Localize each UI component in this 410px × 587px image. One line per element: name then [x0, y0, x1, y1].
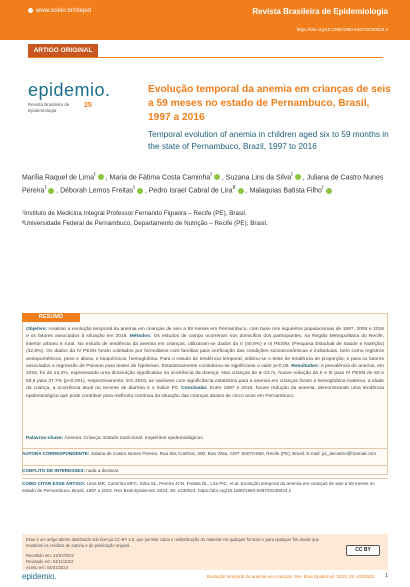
journal-name: Revista Brasileira de Epidemiologia [252, 7, 388, 16]
logo-word: epidemio. [28, 80, 111, 100]
author-name: Malaquias Batista Filho [249, 187, 322, 195]
authors-list: Marília Raquel de Lima$^I$ , Maria de Fátima Costa Caminha$^I$ , Suzana Lins da Silva$^I$ , Juliana de Castro Nunes Pereira$^I$ , Déborah Lemos Freitas$^I$ , Pedro Israel Cabral de Lira$^{II}$ , Malaquias Batista Filho$^I$ [22, 172, 384, 195]
revised-date: Revisado em: 04/11/2022 [26, 559, 74, 565]
logo-subtitle: Revista Brasileira de Epidemiologia [28, 102, 70, 113]
author-name: Juliana de Castro Nunes Pereira [22, 174, 384, 195]
author-name: Marília Raquel de Lima [22, 174, 94, 182]
received-date: Recebido em: 24/07/2022 [26, 553, 74, 558]
keywords: Palavras-chave: Anemia. Criança. Estado nutricional. Inquéritos epidemiológicos. [26, 436, 205, 441]
author-name: Maria de Fátima Costa Caminha [109, 174, 211, 182]
affiliations [22, 209, 392, 229]
orcid-icon[interactable] [98, 174, 104, 180]
article-title-pt: Evolução temporal da anemia em crianças de seis a 59 meses no estado de Pernambuco, Brasil, 1997 a 2016 [148, 84, 391, 123]
journal-logo [28, 80, 138, 130]
orcid-icon[interactable] [48, 188, 54, 194]
doi-link[interactable]: https://doi.org/10.1590/1980-549720230023.2 [296, 27, 388, 32]
page-number: 1 [385, 573, 388, 579]
how-to-cite: COMO CITAR ESSE ARTIGO: Lima MR, Caminha MFC, Silva SL, Pereira JCN, Freitas DL, Lira PIC, et al. Evolução temporal da anemia em crianças de seis a 59 meses no estado de Pernambuco, Brasil, 1997 a 2016. Rev Bras Epidemiol. 2023; 26: e230023. https://doi.org/10.1590/1980-549720230023.2 [22, 478, 388, 500]
footer-citation: Evolução temporal da anemia em crianças. Rev Bras Epidemiol. 2023; 26: e230023 [206, 574, 374, 579]
globe-icon [28, 8, 33, 13]
footer-logo: epidemio. [22, 572, 57, 581]
article-type-badge: ARTIGO ORIGINAL [28, 44, 98, 57]
affiliation-1: ¹Instituto de Medicina Integral Professor Fernando Figueira – Recife (PE), Brasil. [22, 210, 247, 217]
abstract-text: Objetivo: Analisar a evolução temporal da anemia em crianças de seis a 59 meses em Pernambuco, com base nos inquéritos populacionais de 1997, 2006 e 2016 e os fatores associados à situação em 2016. Métodos: Os estudos de campo ocorreram nos domicílios dos participantes, na Região Metropolitana do Recife, interior urbano e rural. No estudo de tendência da anemia em crianças, utilizaram-se dados da II (40,9%) e III PESNs (Pesquisa Estadual de Saúde e Nutrição) (32,8%). Os dados da IV PESN foram coletados por formulários com famílias para verificação das condições socioeconômicas e individuais, bem como registros antropométricos, peso e altura, e bioquímicos, hemoglobina. Para o estudo de tendência temporal, utilizou-se o teste de tendência de proporção; e para os fatores associados a regressão de Poisson para testes de hipóteses. Estatisticamente considerou-se significante o valor p<0,05. Resultados: A prevalência de anemia, em 2016, foi de 24,2%, expressando uma diminuição significativa na ocorrência da doença. Nas crianças de 6–23 m, houve redução da II e III para IV PESN de 63 e 55,6 para 37,7% (p<0,001), respectivamente. Em 2016, as variáveis com significância estatística para a anemia em crianças foram a hemoglobina materna, a idade da criança, a ocorrência atual ou recente de diarreia e o índice P/I. Conclusão: Entre 1997 e 2016, houve redução da anemia, demonstrando uma tendência epidemiológica que pode contribuir para melhoria contínua da situação das crianças abaixo de cinco anos em Pernambuco. [26, 327, 385, 399]
orcid-icon[interactable] [137, 188, 143, 194]
orcid-icon[interactable] [214, 174, 220, 180]
journal-header-bar [0, 0, 410, 40]
orcid-icon[interactable] [238, 188, 244, 194]
logo-number: 25 [84, 102, 92, 109]
accepted-date: Aceito em: 04/01/2023 [26, 565, 68, 571]
orcid-icon[interactable] [326, 188, 332, 194]
cc-license-icon[interactable]: CC BY [346, 545, 380, 556]
abstract-heading: RESUMO [22, 313, 80, 322]
divider [28, 57, 383, 58]
author-name: Pedro Israel Cabral de Lira [148, 187, 233, 195]
article-title-en: Temporal evolution of anemia in children aged six to 59 months in the state of Pernambuco, Brazil, 1997 to 2016 [148, 129, 389, 151]
author-name: Suzana Lins da Silva [225, 174, 292, 182]
journal-url[interactable]: www.scielo.br/rbepid [28, 8, 91, 14]
author-name: Déborah Lemos Freitas [60, 187, 134, 195]
license-text: Esse é um artigo aberto distribuído sob licença CC-BY 4.0, que permite cópia e redistribuição do material em qualquer formato e para qualquer fim desde que mantidos os créditos de autoria e de publicação original. [26, 537, 319, 548]
affiliation-2: ᴵᴵUniversidade Federal de Pernambuco, Departamento de Nutrição – Recife (PE), Brasil. [22, 220, 268, 227]
corresponding-author: AUTORA CORRESPONDENTE: Juliana de Castro Nunes Pereira. Rua dos Coelhos, 300, Boa Vista, CEP: 50070-550, Recife (PE), Brasil. E-mail: jul_decastro@hotmail.com [22, 448, 388, 458]
conflict-of-interest: CONFLITO DE INTERESSES: nada a declarar. [22, 465, 388, 475]
orcid-icon[interactable] [295, 174, 301, 180]
article-dates [26, 553, 74, 572]
